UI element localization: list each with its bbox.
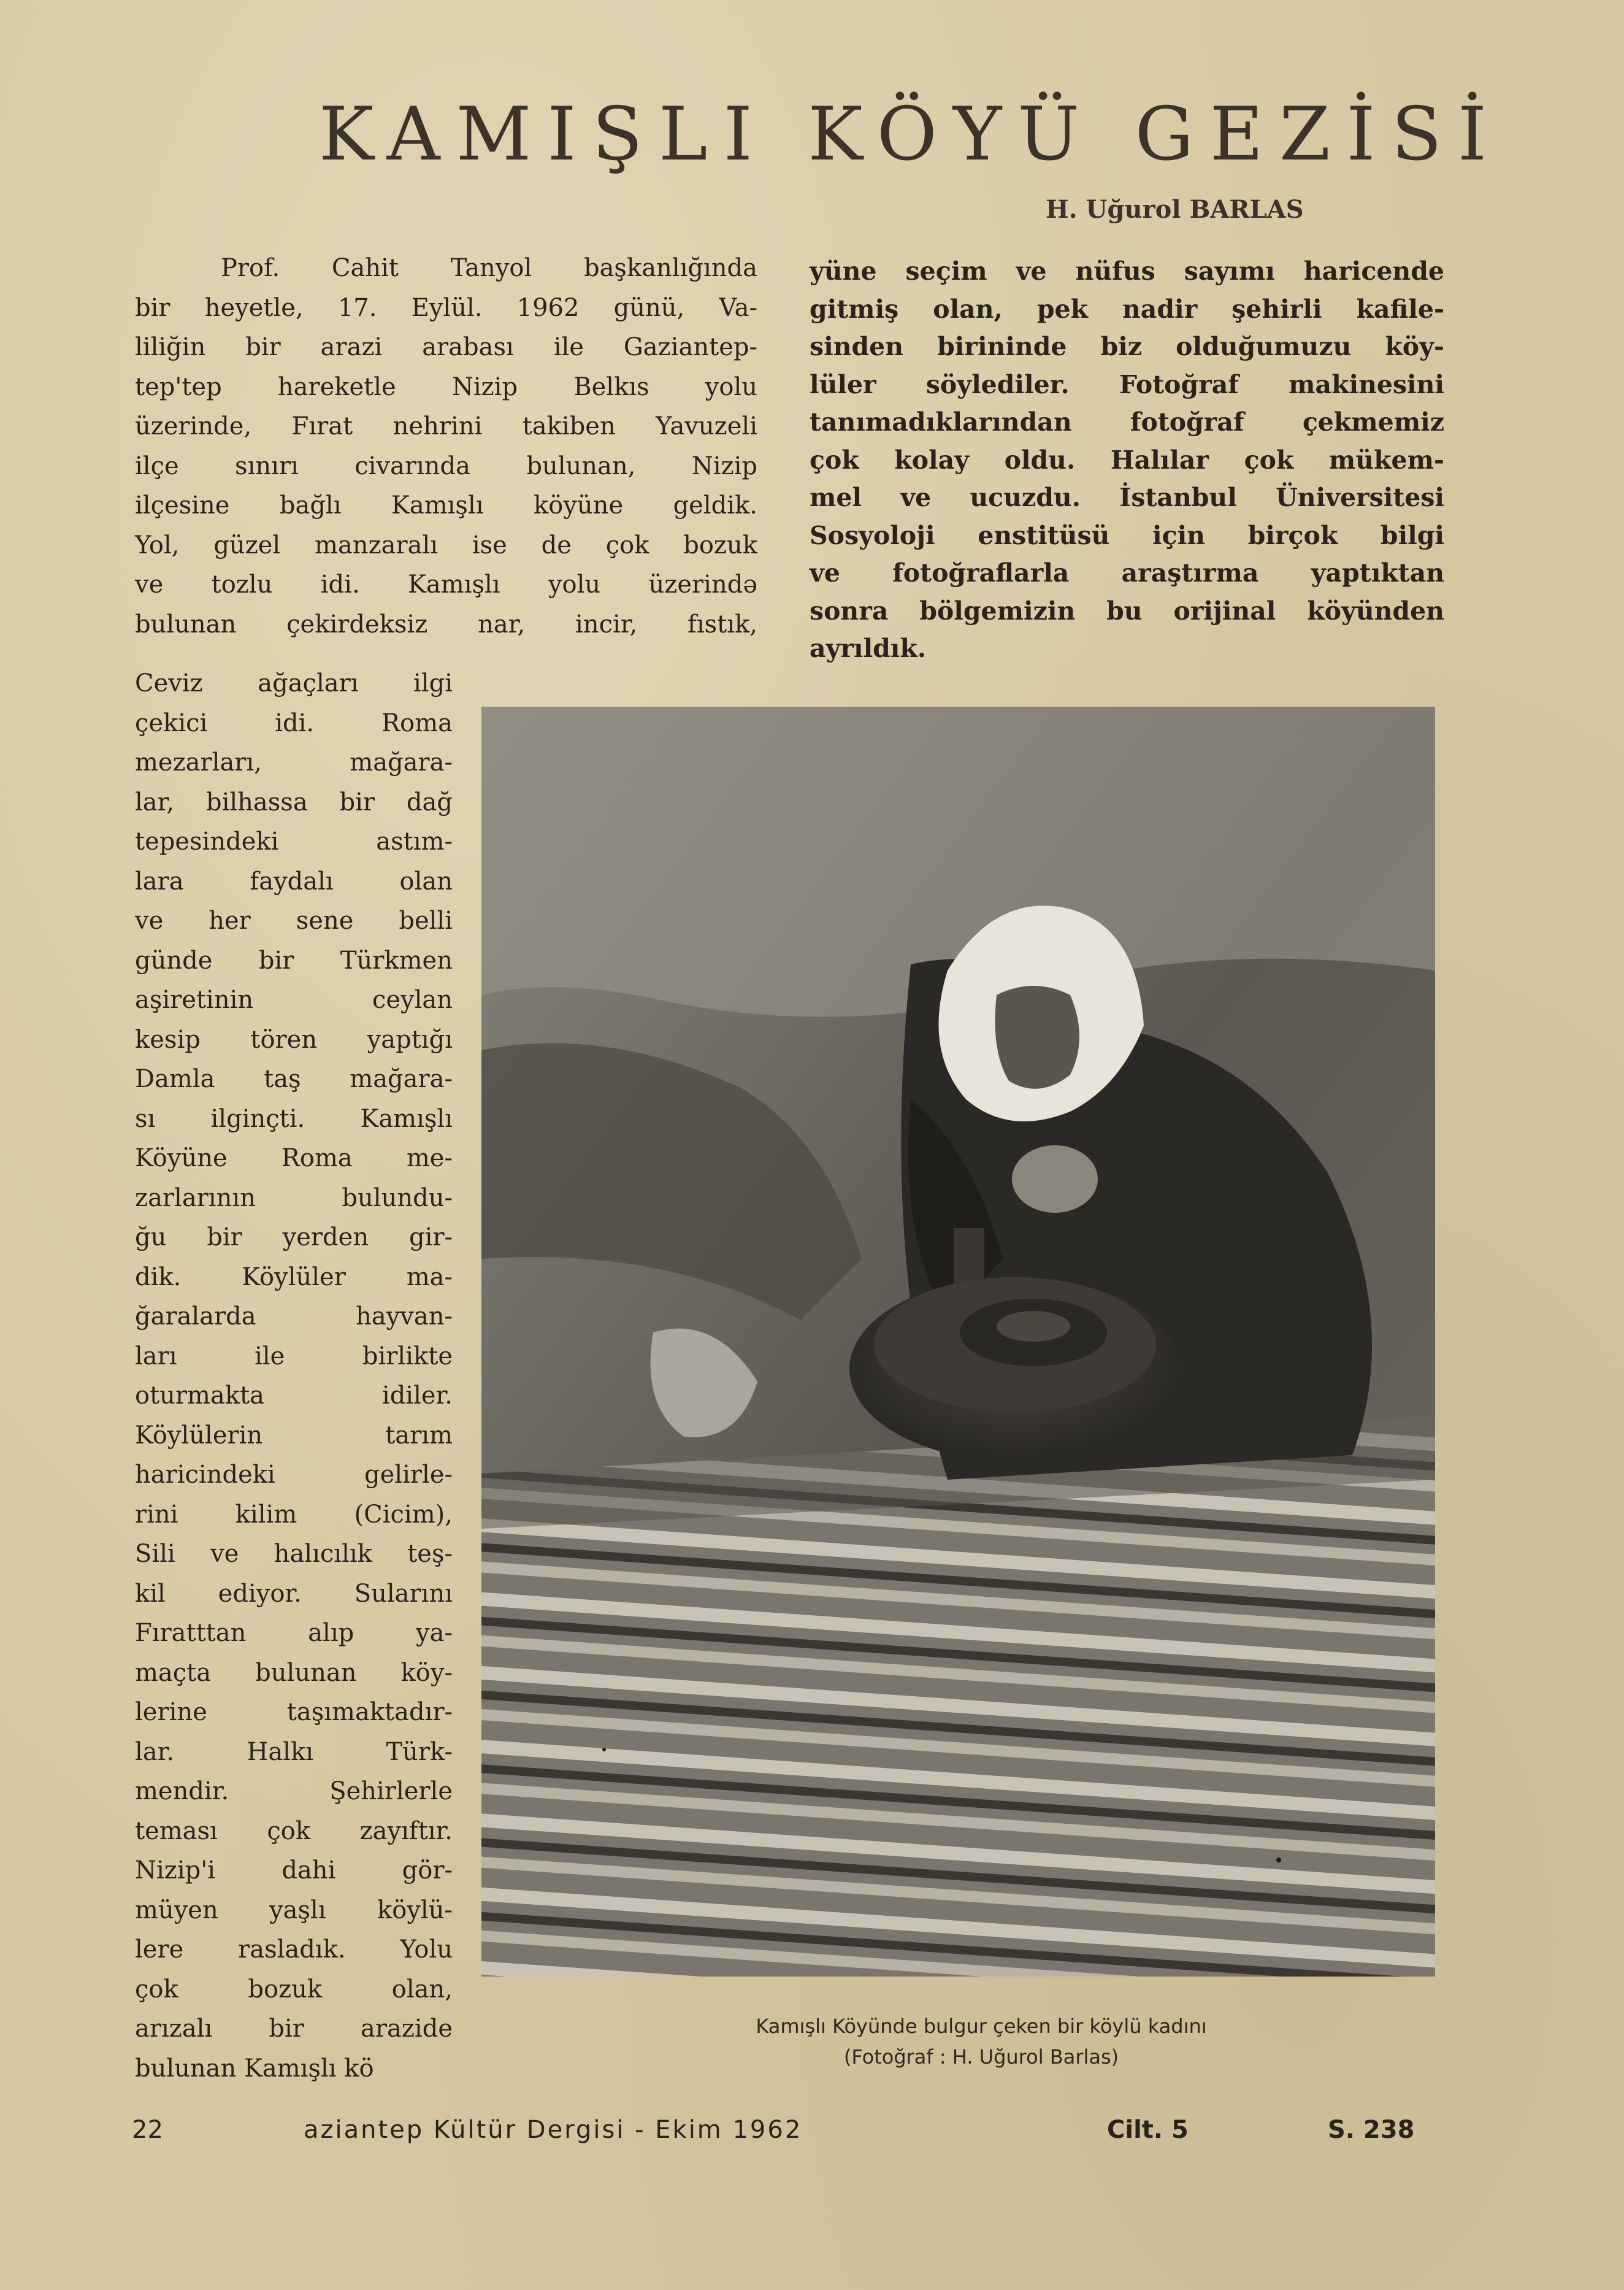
text-line: çok bozuk olan,: [135, 1975, 453, 2004]
text-line: Ceviz ağaçları ilgi: [135, 669, 453, 697]
text-line: zarlarının bulundu-: [135, 1183, 453, 1212]
text-line: Köylülerin tarım: [135, 1421, 453, 1450]
text-line: liliğin bir arazi arabası ile Gaziantep-: [135, 333, 757, 361]
text-line: gitmiş olan, pek nadir şehirli kafile-: [810, 294, 1444, 324]
text-line: tep'tep hareketle Nizip Belkıs yolu: [135, 372, 757, 401]
text-line: aşiretinin ceylan: [135, 986, 453, 1014]
text-line: arızalı bir arazide: [135, 2015, 453, 2043]
caption-line: Kamışlı Köyünde bulgur çeken bir köylü kadını: [756, 2015, 1207, 2038]
text-line: bir heyetle, 17. Eylül. 1962 günü, Va-: [135, 293, 757, 322]
text-line: çok kolay oldu. Halılar çok mükem-: [810, 445, 1444, 475]
text-line: tepesindeki astım-: [135, 828, 453, 856]
caption-credit: (Fotoğraf : H. Uğurol Barlas): [843, 2045, 1119, 2069]
text-line: teması çok zayıftır.: [135, 1816, 453, 1845]
left-column-text: [135, 248, 757, 644]
magazine-name: aziantep Kültür Dergisi - Ekim 1962: [304, 2116, 803, 2144]
text-line: mel ve ucuzdu. İstanbul Üniversitesi: [810, 483, 1444, 512]
text-line: mezarları, mağara-: [135, 748, 453, 777]
text-line: sı ilginçti. Kamışlı: [135, 1104, 453, 1133]
text-line: sinden birininde biz olduğumuzu köy-: [810, 332, 1444, 361]
text-line: ve tozlu idi. Kamışlı yolu üzerində: [135, 571, 757, 599]
text-line: lere rasladık. Yolu: [135, 1935, 453, 1964]
photo-caption: [613, 2011, 1349, 2072]
page-footer: [132, 2111, 1444, 2148]
text-line: sonra bölgemizin bu orijinal köyünden: [810, 596, 1444, 626]
issue-number: S. 238: [1328, 2116, 1415, 2144]
text-line: ve her sene belli: [135, 907, 453, 935]
text-line: ğaralarda hayvan-: [135, 1302, 453, 1331]
text-line: haricindeki gelirle-: [135, 1461, 453, 1489]
volume-number: Cilt. 5: [1107, 2116, 1189, 2144]
text-line: ayrıldık.: [810, 634, 927, 663]
narrow-column-text: [135, 664, 453, 2088]
text-line: tanımadıklarından fotoğraf çekmemiz: [810, 407, 1444, 437]
text-line: müyen yaşlı köylü-: [135, 1896, 453, 1924]
text-line: çekici idi. Roma: [135, 709, 453, 737]
text-line: üzerinde, Fırat nehrini takiben Yavuzeli: [135, 412, 757, 440]
text-line: Nizip'i dahi gör-: [135, 1856, 453, 1885]
text-line: yüne seçim ve nüfus sayımı haricende: [810, 256, 1444, 286]
text-line: lar. Halkı Türk-: [135, 1737, 453, 1766]
photo-illustration: [481, 707, 1435, 1977]
article-author: H. Uğurol BARLAS: [1046, 195, 1304, 224]
text-line: Prof. Cahit Tanyol başkanlığında: [221, 254, 757, 282]
text-line: Sili ve halıcılık teş-: [135, 1540, 453, 1568]
text-line: bulunan Kamışlı kö: [135, 2054, 374, 2083]
article-title: KAMIŞLI KÖYÜ GEZİSİ: [319, 92, 1503, 177]
text-line: ğu bir yerden gir-: [135, 1223, 453, 1251]
page-number: 22: [132, 2116, 163, 2144]
text-line: Köyüne Roma me-: [135, 1144, 453, 1172]
text-line: rini kilim (Cicim),: [135, 1500, 453, 1529]
text-line: lar, bilhassa bir dağ: [135, 788, 453, 816]
text-line: Damla taş mağara-: [135, 1065, 453, 1093]
text-line: maçta bulunan köy-: [135, 1658, 453, 1687]
text-line: bulunan çekirdeksiz nar, incir, fıstık,: [135, 610, 757, 639]
text-line: lara faydalı olan: [135, 867, 453, 896]
text-line: lüler söylediler. Fotoğraf makinesini: [810, 369, 1444, 399]
text-line: dik. Köylüler ma-: [135, 1262, 453, 1291]
right-column-text: [810, 253, 1444, 668]
text-line: günde bir Türkmen: [135, 946, 453, 975]
text-line: Fıratttan alıp ya-: [135, 1619, 453, 1647]
text-line: ve fotoğraflarla araştırma yaptıktan: [810, 558, 1444, 588]
text-line: Sosyoloji enstitüsü için birçok bilgi: [810, 520, 1444, 550]
text-line: lerine taşımaktadır-: [135, 1698, 453, 1726]
text-line: mendir. Şehirlerle: [135, 1777, 453, 1805]
text-line: ilçe sınırı civarında bulunan, Nizip: [135, 451, 757, 480]
text-line: ları ile birlikte: [135, 1342, 453, 1370]
text-line: kesip tören yaptığı: [135, 1025, 453, 1054]
text-line: kil ediyor. Sularını: [135, 1579, 453, 1608]
text-line: ilçesine bağlı Kamışlı köyüne geldik.: [135, 491, 757, 520]
text-line: oturmakta idiler.: [135, 1381, 453, 1410]
text-line: Yol, güzel manzaralı ise de çok bozuk: [135, 531, 757, 559]
article-photo: [481, 707, 1435, 1977]
